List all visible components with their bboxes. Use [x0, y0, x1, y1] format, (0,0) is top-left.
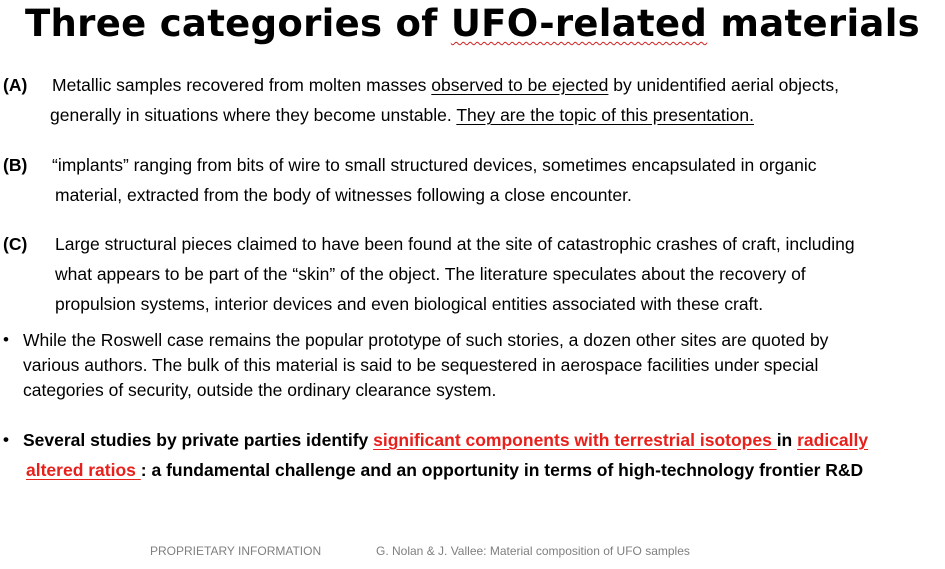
footer-citation: G. Nolan & J. Vallee: Material composition of UFO samples	[376, 544, 690, 558]
bullet-isotopes-line-2	[26, 455, 863, 485]
item-c-line-1: Large structural pieces claimed to have been found at the site of catastrophic crashes of craft, including	[55, 234, 855, 254]
item-c-label: (C)	[3, 234, 28, 254]
item-a-text-2: generally in situations where they become unstable.	[50, 105, 457, 125]
item-b-line-1: “implants” ranging from bits of wire to small structured devices, sometimes encapsulated in organic	[52, 155, 817, 175]
item-a-text-cont: by unidentified aerial objects,	[608, 75, 839, 95]
isotopes-highlight-1: significant components with terrestrial isotopes	[373, 430, 777, 450]
item-b-label: (B)	[3, 155, 28, 175]
bullet-isotopes-line-1	[23, 425, 868, 455]
item-a-topic-note: They are the topic of this presentation.	[456, 105, 754, 125]
item-a-line-1	[52, 70, 839, 100]
isotopes-highlight-3: altered ratios	[26, 460, 141, 480]
bullet-marker: •	[3, 330, 9, 349]
title-word-ufo-related: UFO-related	[450, 2, 708, 45]
title-word-materials: materials	[720, 2, 920, 45]
bullet-roswell-line-1: While the Roswell case remains the popular prototype of such stories, a dozen other sites are quoted by	[23, 330, 829, 350]
bullet-marker-2: •	[3, 430, 9, 449]
item-c-line-3: propulsion systems, interior devices and even biological entities associated with these craft.	[55, 294, 764, 314]
isotopes-text: Several studies by private parties identify	[23, 430, 374, 450]
slide-title	[0, 2, 945, 46]
isotopes-highlight-2: radically	[797, 430, 869, 450]
item-c-line-2: what appears to be part of the “skin” of the object. The literature speculates about the recovery of	[55, 264, 806, 284]
bullet-roswell-line-2: various authors. The bulk of this material is said to be sequestered in aerospace facilities under special	[23, 355, 819, 375]
isotopes-text-mid: in	[776, 430, 798, 450]
item-b-line-2: material, extracted from the body of witnesses following a close encounter.	[55, 185, 632, 205]
bullet-roswell-line-3: categories of security, outside the ordinary clearance system.	[23, 380, 497, 400]
footer-proprietary: PROPRIETARY INFORMATION	[150, 544, 322, 558]
title-prefix: Three categories of	[25, 2, 438, 45]
isotopes-text-end: : a fundamental challenge and an opportunity in terms of high-technology frontier R&D	[140, 460, 864, 480]
item-a-line-2	[50, 100, 754, 130]
item-a-underlined-phrase: observed to be ejected	[431, 75, 609, 95]
item-a-text: Metallic samples recovered from molten masses	[52, 75, 432, 95]
item-a-label: (A)	[3, 75, 28, 95]
